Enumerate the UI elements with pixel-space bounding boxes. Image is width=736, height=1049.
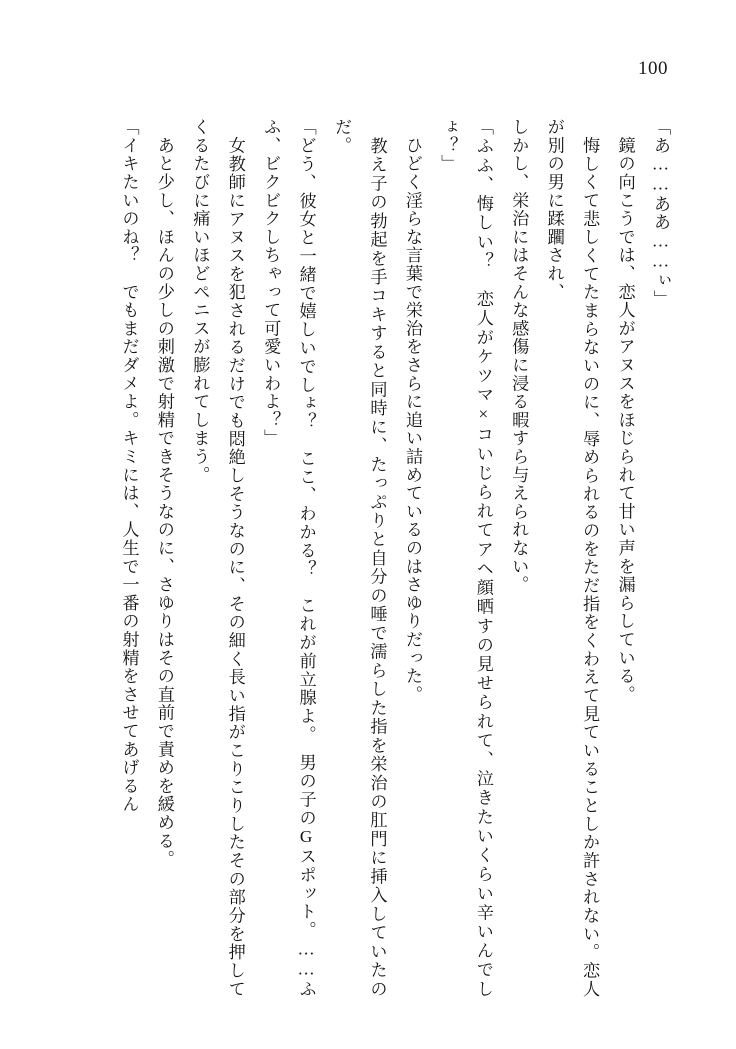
body-paragraph: 「あ……ああ……ぃ」	[651, 118, 670, 309]
body-paragraph: 女教師にアヌスを犯されるだけでも悶絶しそうなのに、その細く長い指がこりこりしたその部分を押してくるたびに痛いほどペニスが膨れてしまう。	[190, 118, 245, 998]
body-paragraph: 「イキたいのね？ でもまだダメよ。キミには、人生で一番の射精をさせてあげるん	[119, 118, 139, 814]
body-paragraph: あと少し、ほんの少しの刺激で射精できそうなのに、さゆりはその直前で責めを緩める。	[154, 118, 174, 869]
page-number: 100	[638, 58, 668, 79]
body-paragraph: 鏡の向こうでは、恋人がアヌスをほじられて甘い声を漏らしている。	[615, 118, 635, 704]
body-paragraph: ひどく淫らな言葉で栄治をさらに追い詰めているのはさゆりだった。	[402, 118, 422, 704]
body-paragraph: しかし、栄治にはそんな感傷に浸る暇すら与えられない。	[509, 118, 529, 594]
body-paragraph: 「ふふ、悔しい？ 恋人がケツマ×コいじられてアヘ顔晒すの見せられて、泣きたいくらい辛いんでしょ？」	[438, 118, 493, 998]
body-paragraph: 教え子の勃起を手コキすると同時に、たっぷりと自分の唾で濡らした指を栄治の肛門に挿入していたのだ。	[332, 118, 387, 998]
body-paragraph: 悔しくて悲しくてたまらないのに、辱められるのをただ指をくわえて見ていることしか許されない。恋人が別の男に蹂躙され、	[544, 118, 600, 998]
page-body-text	[56, 118, 678, 998]
body-paragraph: 「どう、彼女と一緒で嬉しいでしょ？ ここ、わかる？ これが前立腺よ。 男の子のGスポット。……ふふ、ビクビクしちゃって可愛いわよ？」	[261, 118, 316, 998]
